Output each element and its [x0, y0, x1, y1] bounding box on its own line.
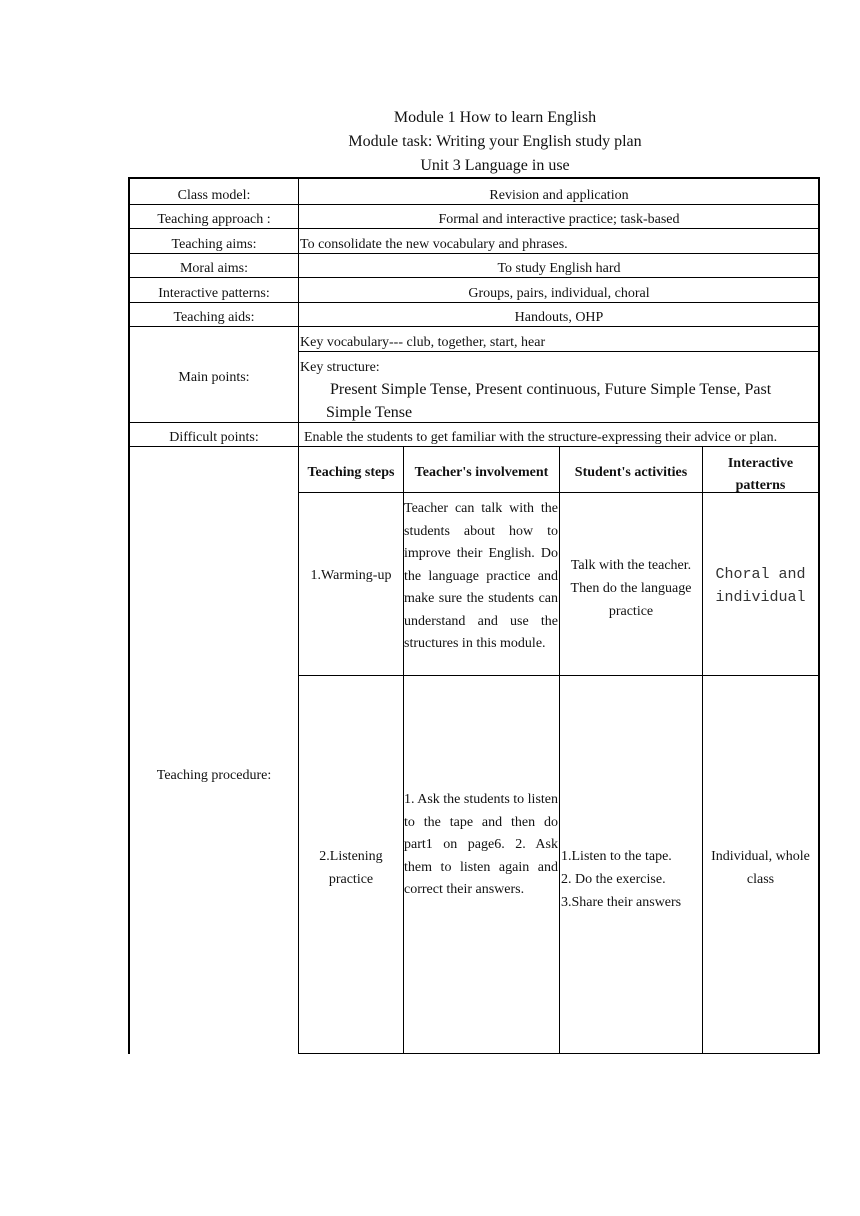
moral-aims-value: To study English hard [497, 261, 621, 276]
header-teacher-involvement: Teacher's involvement [414, 465, 549, 480]
key-structure-line1: Present Simple Tense, Present continuous, Future Simple Tense, Past [330, 381, 772, 398]
module-title: Module 1 How to learn English [393, 109, 597, 126]
step-listening: 2.Listening practice [319, 849, 383, 887]
listening-students: 1.Listen to the tape. 2. Do the exercise. 3.Share their answers [561, 849, 682, 910]
interactive-patterns-value: Groups, pairs, individual, choral [468, 286, 650, 301]
teaching-aids-value: Handouts, OHP [514, 310, 604, 325]
interactive-patterns-label: Interactive patterns: [158, 286, 270, 301]
warming-up-students: Talk with the teacher. Then do the language practice [570, 558, 692, 619]
teaching-approach-label: Teaching approach : [157, 212, 271, 227]
key-structure-label: Key structure: [300, 360, 380, 375]
difficult-points-value: Enable the students to get familiar with the structure-expressing their advice or plan. [304, 430, 778, 445]
difficult-points-label: Difficult points: [169, 430, 259, 445]
header-teaching-steps: Teaching steps [307, 465, 395, 480]
listening-teacher: 1. Ask the students to listen to the tape and then do part1 on page6. 2. Ask them to listen again and correct their answers. [404, 792, 558, 897]
key-structure-line2: Simple Tense [326, 404, 413, 421]
teaching-aids-label: Teaching aids: [173, 310, 255, 325]
warming-up-teacher: Teacher can talk with the students about how to improve their English. Do the language practice and make sure the students can understand and use the structures in this module. [404, 501, 558, 651]
class-model-value: Revision and application [489, 188, 629, 203]
moral-aims-label: Moral aims: [179, 261, 249, 276]
main-points-label: Main points: [178, 370, 250, 385]
teaching-procedure-label: Teaching procedure: [156, 768, 272, 783]
warming-up-patterns: Choral and individual [715, 566, 806, 606]
module-task: Module task: Writing your English study plan [348, 133, 642, 150]
step-warming-up: 1.Warming-up [310, 568, 392, 583]
key-vocabulary: Key vocabulary--- club, together, start, hear [300, 335, 546, 350]
teaching-aims-label: Teaching aims: [171, 237, 257, 252]
teaching-approach-value: Formal and interactive practice; task-based [438, 212, 680, 227]
teaching-aims-value: To consolidate the new vocabulary and phrases. [300, 237, 568, 252]
listening-patterns: Individual, whole class [711, 849, 810, 887]
class-model-label: Class model: [177, 188, 251, 203]
unit-title: Unit 3 Language in use [420, 157, 570, 174]
header-interactive-patterns: Interactive patterns [727, 456, 794, 493]
header-student-activities: Student's activities [574, 465, 688, 480]
